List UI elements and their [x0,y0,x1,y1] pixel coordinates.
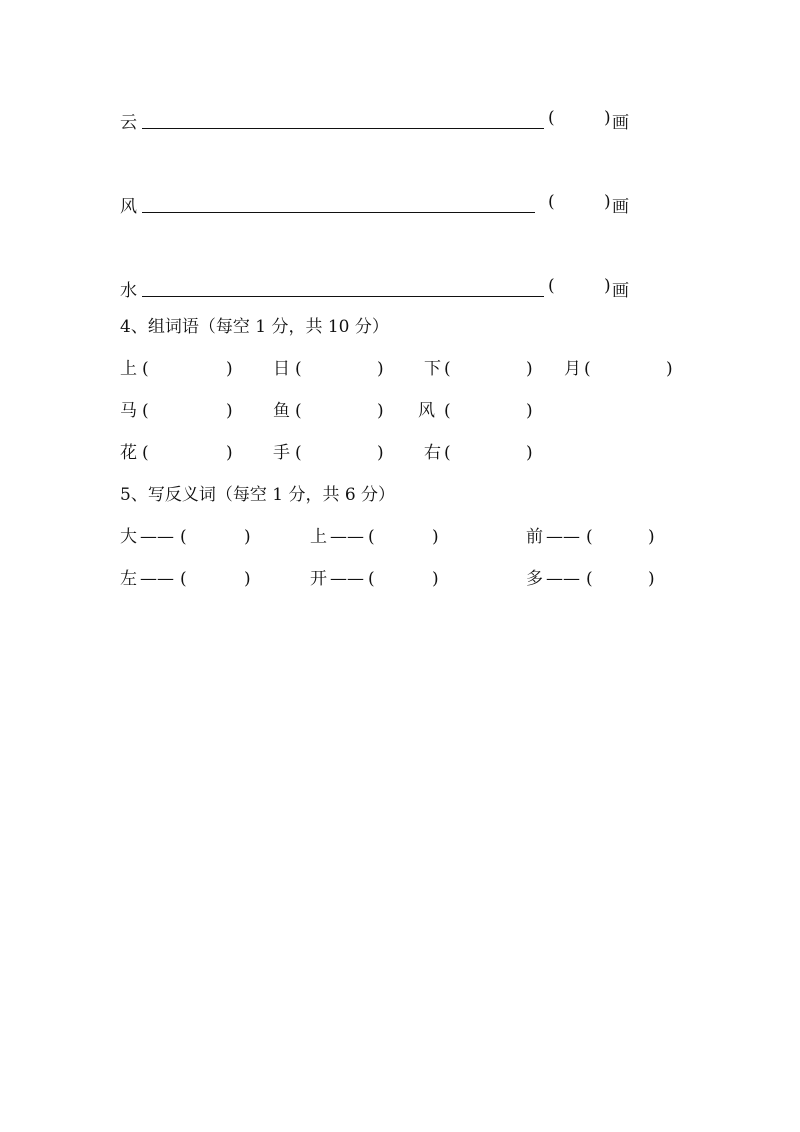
antonym-dash: —— [330,569,364,589]
paren-open: ( [142,359,149,379]
paren-open: ( [180,569,187,589]
antonym-char: 左 [120,569,137,589]
paren-close: ) [244,569,251,589]
word-char: 日 [273,359,290,379]
paren-close: ) [244,527,251,547]
antonym-char: 多 [526,569,543,589]
answer-line[interactable] [142,212,535,213]
paren-open: ( [584,359,591,379]
paren-open: ( [142,443,149,463]
antonym-char: 前 [526,527,543,547]
antonym-char: 开 [310,569,327,589]
stroke-char: 水 [120,281,137,301]
paren-open: ( [444,359,451,379]
paren-close: ) [377,401,384,421]
word-char: 手 [273,443,290,463]
paren-open: ( [444,401,451,421]
word-char: 风 [418,401,435,421]
paren-open: ( [586,527,593,547]
paren-close: ) [432,527,439,547]
antonym-dash: —— [330,527,364,547]
word-char: 右 [424,443,441,463]
antonym-dash: —— [140,527,174,547]
section-5-title: 5、写反义词（每空 1 分，共 6 分） [120,485,396,505]
paren-open: ( [586,569,593,589]
word-char: 马 [120,401,137,421]
stroke-unit: 画 [612,281,629,301]
stroke-unit: 画 [612,197,629,217]
word-char: 下 [424,359,441,379]
paren-open: ( [548,192,555,212]
paren-open: ( [368,569,375,589]
paren-close: ) [226,359,233,379]
paren-close: ) [666,359,673,379]
word-char: 花 [120,443,137,463]
antonym-char: 上 [310,527,327,547]
paren-close: ) [526,401,533,421]
answer-line[interactable] [142,128,544,129]
paren-close: ) [526,359,533,379]
stroke-char: 云 [120,113,137,133]
paren-open: ( [548,108,555,128]
answer-line[interactable] [142,296,544,297]
paren-open: ( [295,443,302,463]
paren-open: ( [548,276,555,296]
word-char: 上 [120,359,137,379]
paren-open: ( [444,443,451,463]
paren-close: ) [226,401,233,421]
paren-close: ) [432,569,439,589]
paren-open: ( [368,527,375,547]
paren-close: ) [604,192,611,212]
paren-close: ) [526,443,533,463]
stroke-char: 风 [120,197,137,217]
paren-open: ( [180,527,187,547]
paren-close: ) [604,276,611,296]
word-char: 鱼 [273,401,290,421]
paren-open: ( [295,359,302,379]
antonym-dash: —— [140,569,174,589]
paren-close: ) [648,527,655,547]
word-char: 月 [564,359,581,379]
paren-open: ( [295,401,302,421]
antonym-dash: —— [546,527,580,547]
paren-close: ) [377,359,384,379]
stroke-unit: 画 [612,113,629,133]
section-4-title: 4、组词语（每空 1 分，共 10 分） [120,317,389,337]
paren-close: ) [226,443,233,463]
antonym-dash: —— [546,569,580,589]
antonym-char: 大 [120,527,137,547]
paren-open: ( [142,401,149,421]
paren-close: ) [648,569,655,589]
paren-close: ) [604,108,611,128]
paren-close: ) [377,443,384,463]
